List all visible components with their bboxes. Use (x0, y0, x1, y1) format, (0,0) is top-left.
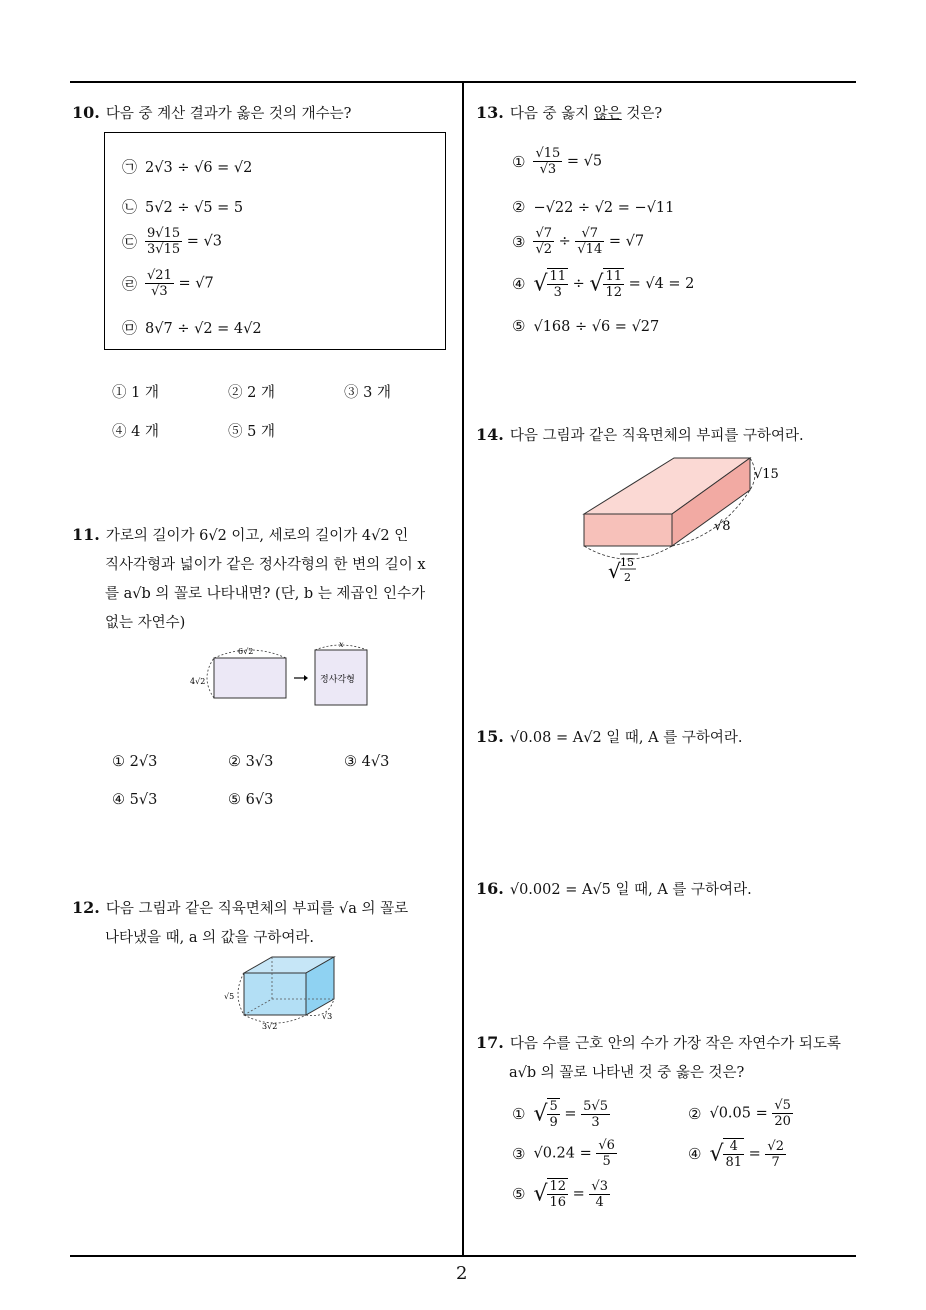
q13-option-3[interactable]: ③ $\frac{√7}{√2}$ ÷ $\frac{√7}{√14}$ = √7 (512, 226, 645, 257)
q13-option-5[interactable]: ⑤ √168 ÷ √6 = √27 (512, 317, 660, 335)
q10-item-3: ㉢ $\frac{9√15}{3√15}$ = √3 (122, 226, 222, 257)
q17-option-2[interactable]: ② √0.05 = $\frac{√5}{20}$ (688, 1098, 791, 1129)
q12-figure (222, 953, 346, 1035)
q11-side-label: x (339, 640, 344, 649)
column-divider (462, 81, 464, 1257)
question-number: 12. (72, 898, 100, 917)
question-15: 15. √0.08 = A√2 일 때, A 를 구하여라. (476, 727, 743, 746)
q10-choice-3[interactable]: ③ 3 개 (344, 385, 391, 401)
question-number: 10. (72, 103, 100, 122)
question-13: 13. 다음 중 옳지 않은 것은? (476, 103, 663, 122)
question-number: 16. (476, 879, 504, 898)
q11-figure (186, 640, 386, 712)
q10-item-5: ㉤ 8√7 ÷ √2 = 4√2 (122, 319, 262, 337)
q17-option-4[interactable]: ④ √ $\frac{4}{81}$ = $\frac{√2}{7}$ (688, 1138, 784, 1170)
q12-width-label: 3√2 (262, 1022, 278, 1031)
question-number: 14. (476, 425, 504, 444)
question-number: 17. (476, 1033, 504, 1052)
q14-depth-label: √8 (714, 519, 731, 534)
svg-text:√: √ (608, 559, 621, 583)
question-10 (72, 98, 351, 129)
question-number: 15. (476, 727, 504, 746)
q11-height-label: 4√2 (190, 677, 206, 686)
q10-item-4: ㉣ $\frac{√21}{√3}$ = √7 (122, 268, 214, 299)
q11-choice-3[interactable]: ③ 4√3 (344, 754, 390, 770)
q11-width-label: 6√2 (238, 647, 254, 656)
q11-choice-5[interactable]: ⑤ 6√3 (228, 792, 274, 808)
page-number: 2 (456, 1263, 468, 1284)
q11-choice-4[interactable]: ④ 5√3 (112, 792, 158, 808)
question-11: 11. 가로의 길이가 6√2 이고, 세로의 길이가 4√2 인 직사각형과 넓이가 같은 정사각형의 한 변의 길이 x 를 a√b 의 꼴로 나타내면? (단, b 는 제곱인 인수가 없는 자연수) (72, 525, 426, 631)
q11-square-label: 정사각형 (320, 675, 355, 685)
q11-choice-1[interactable]: ① 2√3 (112, 754, 158, 770)
question-text: 다음 중 계산 결과가 옳은 것의 개수는? (105, 106, 352, 122)
q17-option-5[interactable]: ⑤ √ $\frac{12}{16}$ = $\frac{√3}{4}$ (512, 1178, 608, 1210)
q10-choice-5[interactable]: ⑤ 5 개 (228, 424, 275, 440)
q12-height-label: √5 (224, 992, 235, 1001)
q17-option-3[interactable]: ③ √0.24 = $\frac{√6}{5}$ (512, 1138, 615, 1169)
q10-choice-4[interactable]: ④ 4 개 (112, 424, 159, 440)
q14-width-num: 15 (620, 556, 634, 569)
q13-option-2[interactable]: ② −√22 ÷ √2 = −√11 (512, 198, 675, 216)
q10-item-2: ㉡ 5√2 ÷ √5 = 5 (122, 198, 244, 216)
question-12: 12. 다음 그림과 같은 직육면체의 부피를 √a 의 꼴로 나타냈을 때, a 의 값을 구하여라. (72, 898, 409, 946)
q14-height-label: √15 (754, 467, 779, 482)
q10-item-1: ㉠ 2√3 ÷ √6 = √2 (122, 158, 253, 176)
q12-depth-label: √3 (322, 1012, 333, 1021)
question-14: 14. 다음 그림과 같은 직육면체의 부피를 구하여라. (476, 425, 804, 444)
question-number: 13. (476, 103, 504, 122)
q14-figure (580, 452, 790, 588)
q17-option-1[interactable]: ① √ $\frac{5}{9}$ = $\frac{5√5}{3}$ (512, 1098, 608, 1130)
q11-choice-2[interactable]: ② 3√3 (228, 754, 274, 770)
q13-option-4[interactable]: ④ √ $\frac{11}{3}$ ÷ √ $\frac{11}{12}$ = √4 = 2 (512, 269, 695, 300)
q14-width-den: 2 (624, 571, 631, 584)
q13-option-1[interactable]: ① $\frac{√15}{√3}$ = √5 (512, 146, 603, 177)
question-17: 17. 다음 수를 근호 안의 수가 가장 작은 자연수가 되도록 a√b 의 꼴로 나타낸 것 중 옳은 것은? (476, 1033, 841, 1081)
q10-choice-2[interactable]: ② 2 개 (228, 385, 275, 401)
q10-choice-1[interactable]: ① 1 개 (112, 385, 159, 401)
question-16: 16. √0.002 = A√5 일 때, A 를 구하여라. (476, 879, 752, 898)
question-number: 11. (72, 525, 100, 544)
